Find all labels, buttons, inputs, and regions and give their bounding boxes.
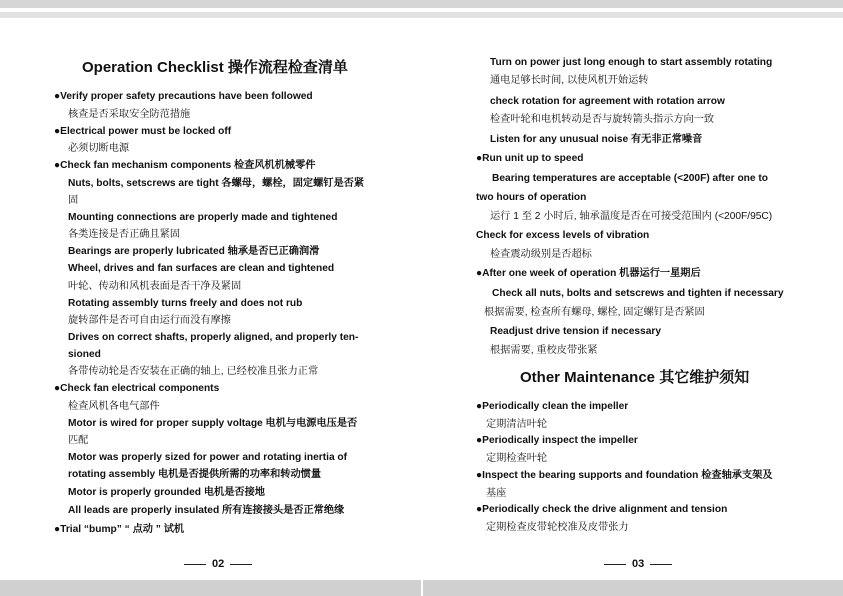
checklist-subitem-translation: 检查震动级别是否超标 <box>490 249 592 260</box>
checklist-subitem-translation: 旋转部件是否可自由运行而没有摩擦 <box>68 315 231 326</box>
checklist-subitem: Bearing temperatures are acceptable (<200F) after one to <box>492 173 769 184</box>
page-number-right <box>598 558 678 570</box>
page-number-dash <box>650 564 672 565</box>
top-border-bar-secondary <box>0 12 843 18</box>
checklist-subitem: check rotation for agreement with rotation arrow <box>490 96 725 107</box>
maintenance-item: ●Periodically check the drive alignment and tension <box>476 504 728 515</box>
checklist-subitem-translation: 根据需要, 检查所有螺母, 螺栓, 固定螺钉是否紧固 <box>484 307 705 318</box>
checklist-subitem: Nuts, bolts, setscrews are tight 各螺母，螺栓，固定螺钉是否紧 <box>68 178 365 189</box>
checklist-subitem: Bearings are properly lubricated 轴承是否已正确润滑 <box>68 246 320 257</box>
checklist-subitem-translation: 叶轮、传动和风机表面是否干净及紧固 <box>68 281 242 292</box>
checklist-item: ●Check fan electrical components <box>54 383 220 394</box>
maintenance-item-translation: 定期清洁叶轮 <box>486 419 548 430</box>
checklist-subitem-translation: 各类连接是否正确且紧固 <box>68 229 181 240</box>
checklist-subitem: Check all nuts, bolts and setscrews and tighten if necessary <box>492 288 784 299</box>
checklist-item: ●Verify proper safety precautions have been followed <box>54 91 313 102</box>
maintenance-item-translation: 定期检查叶轮 <box>486 453 548 464</box>
checklist-item-translation: 检查风机各电气部件 <box>68 401 160 412</box>
checklist-item: ●Trial “bump” “ 点动 ” 试机 <box>54 524 185 535</box>
checklist-item-translation: 核查是否采取安全防范措施 <box>68 109 191 120</box>
checklist-item: ●Check fan mechanism components 检查风机机械零件 <box>54 160 316 171</box>
checklist-subitem-translation: 各带传动轮是否安装在正确的轴上, 已经校准且张力正常 <box>68 366 319 377</box>
page-gutter <box>421 580 423 596</box>
checklist-subitem: Rotating assembly turns freely and does not rub <box>68 298 303 309</box>
checklist-item: ●Electrical power must be locked off <box>54 126 232 137</box>
page-number-text: 03 <box>632 558 645 570</box>
page-number-dash <box>604 564 626 565</box>
checklist-subitem: Check for excess levels of vibration <box>476 230 650 241</box>
page-number-dash <box>184 564 206 565</box>
checklist-subitem-continued: rotating assembly 电机是否提供所需的功率和转动惯量 <box>68 469 322 480</box>
checklist-subitem: Mounting connections are properly made and tightened <box>68 212 338 223</box>
maintenance-item-translation: 定期检查皮带轮校准及皮带张力 <box>486 522 629 533</box>
checklist-subitem-translation: 通电足够长时间, 以使风机开始运转 <box>490 75 649 86</box>
maintenance-item: ●Periodically inspect the impeller <box>476 435 638 446</box>
checklist-subitem: All leads are properly insulated 所有连接接头是否正常绝缘 <box>68 505 345 516</box>
checklist-subitem-continued: 固 <box>68 195 79 206</box>
checklist-item: ●Run unit up to speed <box>476 153 584 164</box>
maintenance-item: ●Inspect the bearing supports and foundation 检查轴承支架及 <box>476 470 773 481</box>
checklist-subitem: Readjust drive tension if necessary <box>490 326 661 337</box>
checklist-subitem: Wheel, drives and fan surfaces are clean and tightened <box>68 263 335 274</box>
checklist-subitem-continued: two hours of operation <box>476 192 587 203</box>
checklist-item: ●After one week of operation 机器运行一星期后 <box>476 268 701 279</box>
checklist-subitem: Drives on correct shafts, properly aligned, and properly ten- <box>68 332 359 343</box>
maintenance-item: ●Periodically clean the impeller <box>476 401 629 412</box>
checklist-subitem: Listen for any unusual noise 有无非正常噪音 <box>490 134 703 145</box>
checklist-subitem: Motor is properly grounded 电机是否接地 <box>68 487 265 498</box>
checklist-subitem: Motor was properly sized for power and rotating inertia of <box>68 452 348 463</box>
section-title-other-maintenance: Other Maintenance 其它维护须知 <box>520 369 750 386</box>
checklist-subitem-translation: 根据需要, 重校皮带张紧 <box>490 345 598 356</box>
checklist-subitem-translation: 检查叶轮和电机转动是否与旋转箭头指示方向一致 <box>490 114 715 125</box>
checklist-subitem-continued: 匹配 <box>68 435 89 446</box>
page-number-left <box>178 558 258 570</box>
page-title-operation-checklist: Operation Checklist 操作流程检查清单 <box>82 59 348 76</box>
page-number-text: 02 <box>212 558 225 570</box>
checklist-subitem: Turn on power just long enough to start assembly rotating <box>490 57 773 68</box>
top-border-bar <box>0 0 843 8</box>
maintenance-item-continued: 基座 <box>486 488 507 499</box>
checklist-subitem-translation: 运行 1 至 2 小时后, 轴承温度是否在可接受范围内 (<200F/95C) <box>490 211 773 222</box>
checklist-subitem-continued: sioned <box>68 349 101 360</box>
page-number-dash <box>230 564 252 565</box>
checklist-item-translation: 必须切断电源 <box>68 143 130 154</box>
checklist-subitem: Motor is wired for proper supply voltage 电机与电源电压是否 <box>68 418 358 429</box>
